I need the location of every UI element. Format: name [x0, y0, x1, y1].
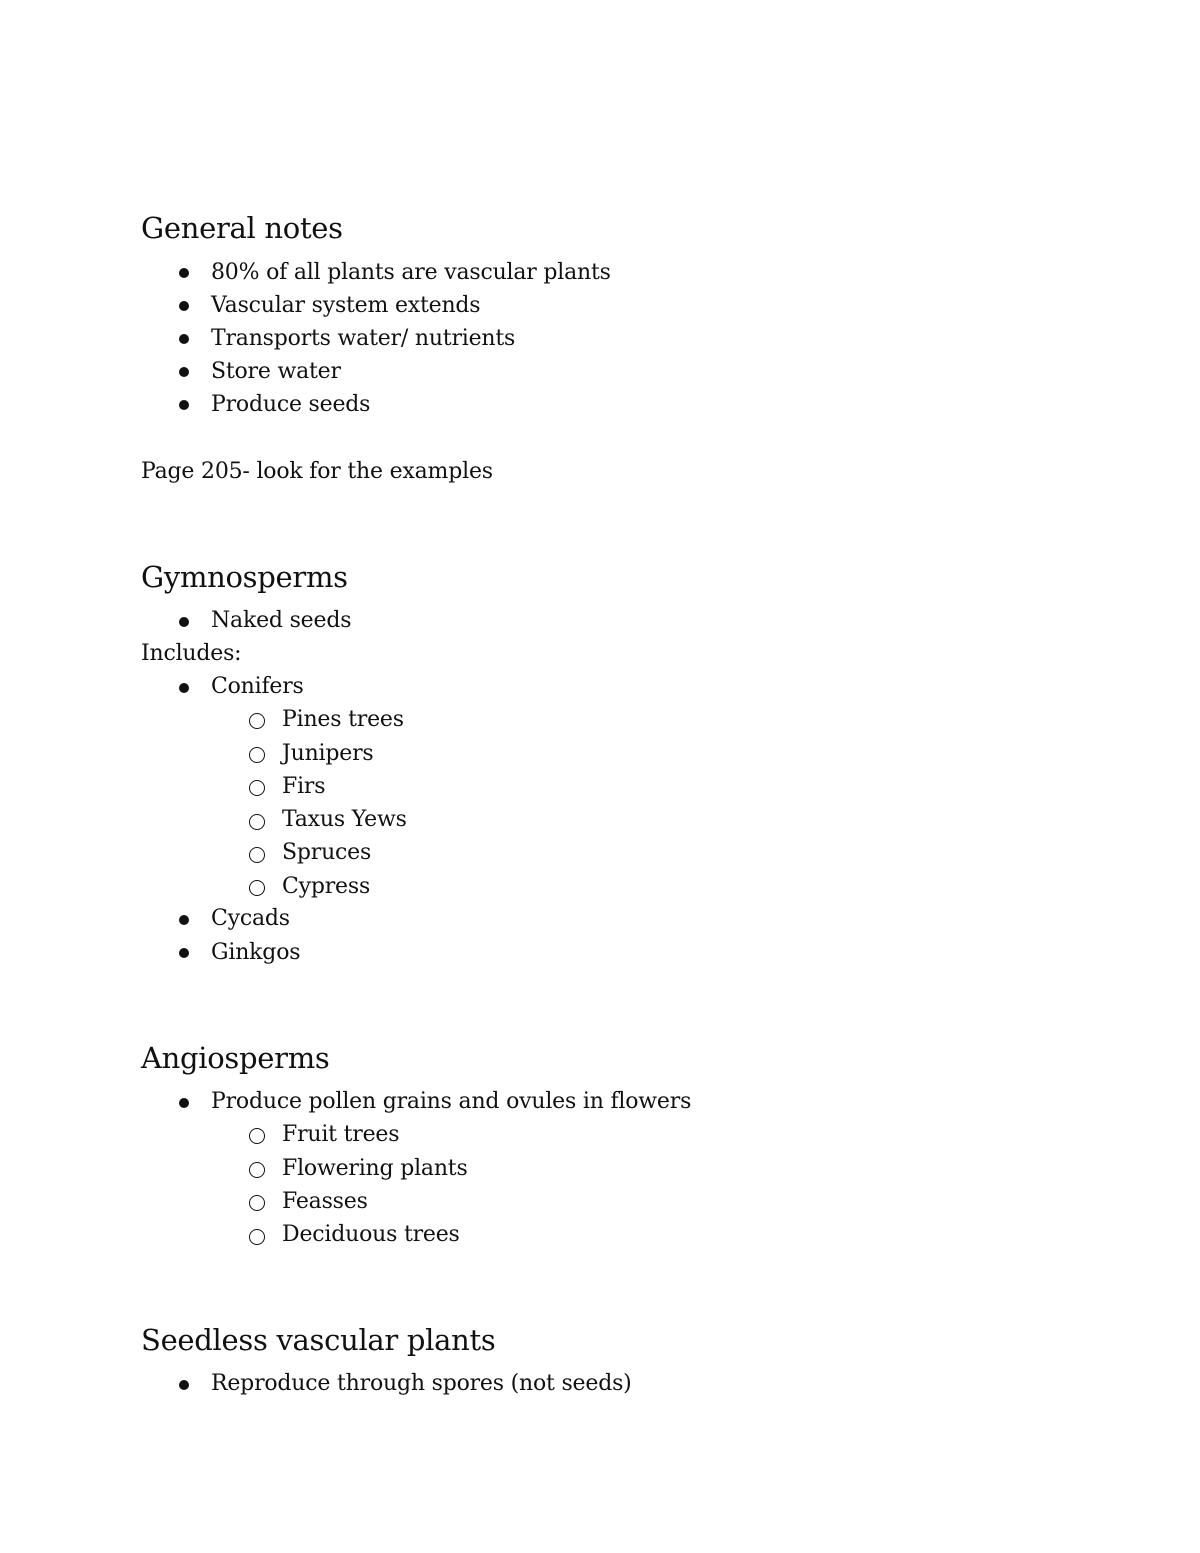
bullet-icon [179, 948, 189, 958]
bullet-icon [179, 617, 189, 627]
list-item: Cycads [211, 906, 290, 931]
list-item: Produce seeds [211, 392, 371, 417]
list-item: Naked seeds [211, 608, 352, 633]
bullet-icon [179, 367, 189, 377]
sub-list-item: Pines trees [282, 707, 404, 732]
heading-angiosperms: Angiosperms [141, 1041, 330, 1075]
sub-list-item: Taxus Yews [282, 807, 407, 832]
sub-bullet-icon [249, 1229, 265, 1245]
sub-bullet-icon [249, 880, 265, 896]
bullet-icon [179, 400, 189, 410]
list-item: 80% of all plants are vascular plants [211, 260, 611, 285]
sub-list-item: Feasses [282, 1189, 368, 1214]
heading-seedless-vascular-plants: Seedless vascular plants [141, 1323, 496, 1357]
bullet-icon [179, 683, 189, 693]
sub-bullet-icon [249, 1195, 265, 1211]
bullet-icon [179, 268, 189, 278]
list-item: Transports water/ nutrients [211, 326, 516, 351]
page-note: Page 205- look for the examples [141, 459, 493, 484]
sub-bullet-icon [249, 1162, 265, 1178]
bullet-icon [179, 1098, 189, 1108]
sub-list-item: Flowering plants [282, 1156, 468, 1181]
bullet-icon [179, 334, 189, 344]
sub-list-item: Cypress [282, 874, 371, 899]
sub-bullet-icon [249, 847, 265, 863]
list-item: Store water [211, 359, 341, 384]
list-item: Produce pollen grains and ovules in flowers [211, 1089, 692, 1114]
sub-bullet-icon [249, 814, 265, 830]
sub-list-item: Junipers [282, 741, 374, 766]
sub-bullet-icon [249, 1128, 265, 1144]
sub-list-item: Firs [282, 774, 326, 799]
list-item: Conifers [211, 674, 304, 699]
sub-list-item: Deciduous trees [282, 1222, 460, 1247]
includes-label: Includes: [141, 641, 242, 666]
bullet-icon [179, 915, 189, 925]
bullet-icon [179, 301, 189, 311]
sub-list-item: Spruces [282, 840, 372, 865]
sub-bullet-icon [249, 780, 265, 796]
sub-bullet-icon [249, 747, 265, 763]
list-item: Ginkgos [211, 940, 301, 965]
heading-general-notes: General notes [141, 211, 343, 245]
heading-gymnosperms: Gymnosperms [141, 560, 348, 594]
list-item: Reproduce through spores (not seeds) [211, 1371, 632, 1396]
bullet-icon [179, 1380, 189, 1390]
sub-list-item: Fruit trees [282, 1122, 400, 1147]
list-item: Vascular system extends [211, 293, 481, 318]
sub-bullet-icon [249, 713, 265, 729]
